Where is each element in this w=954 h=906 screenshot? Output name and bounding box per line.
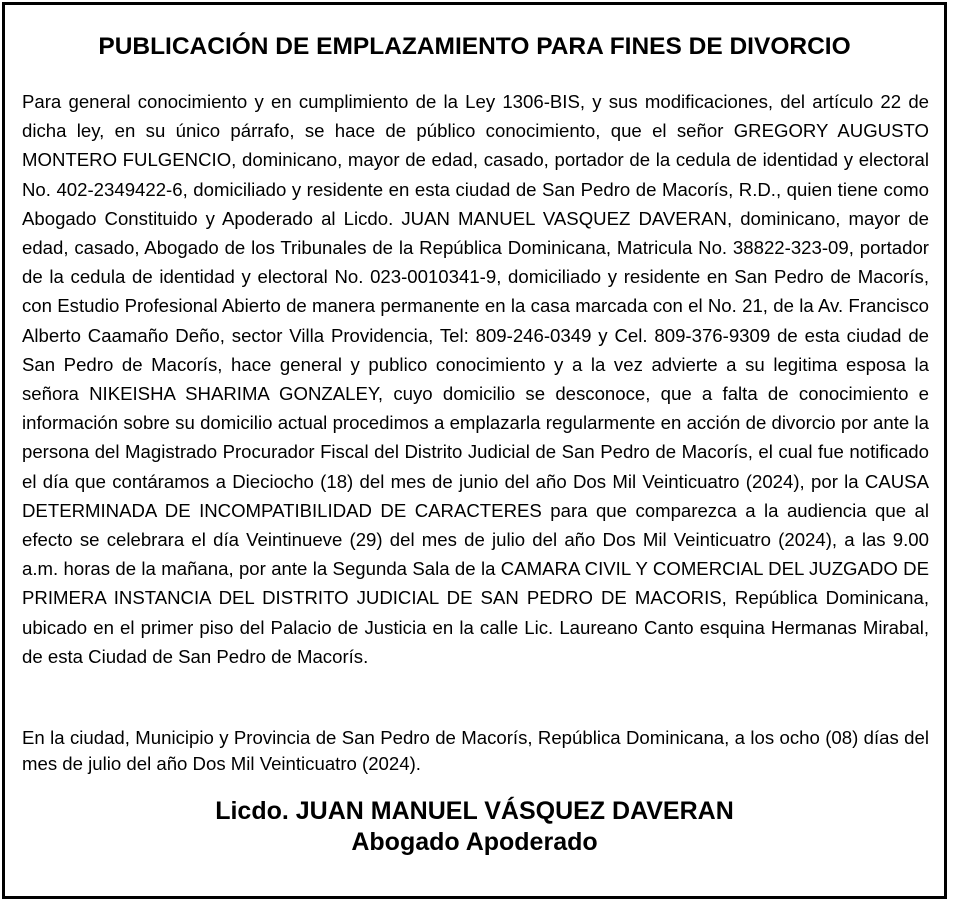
signature-block: [5, 796, 944, 858]
notice-body-paragraph: Para general conocimiento y en cumplimiento de la Ley 1306-BIS, y sus modificaciones, del artículo 22 de dicha ley, en su único párrafo, se hace de público conocimiento, que el señor GREGORY AUGUSTO MONTERO FULGENCIO, dominicano, mayor de edad, casado, portador de la cedula de identidad y electoral No. 402-2349422-6, domiciliado y residente en esta ciudad de San Pedro de Macorís, R.D., quien tiene como Abogado Constituido y Apoderado al Licdo. JUAN MANUEL VASQUEZ DAVERAN, dominicano, mayor de edad, casado, Abogado de los Tribunales de la República Dominicana, Matricula No. 38822-323-09, portador de la cedula de identidad y electoral No. 023-0010341-9, domiciliado y residente en San Pedro de Macorís, con Estudio Profesional Abierto de manera permanente en la casa marcada con el No. 21, de la Av. Francisco Alberto Caamaño Deño, sector Villa Providencia, Tel: 809-246-0349 y Cel. 809-376-9309 de esta ciudad de San Pedro de Macorís, hace general y publico conocimiento y a la vez advierte a su legitima esposa la señora NIKEISHA SHARIMA GONZALEY, cuyo domicilio se desconoce, que a falta de conocimiento e información sobre su domicilio actual procedimos a emplazarla regularmente en acción de divorcio por ante la persona del Magistrado Procurador Fiscal del Distrito Judicial de San Pedro de Macorís, el cual fue notificado el día que contáramos a Dieciocho (18) del mes de junio del año Dos Mil Veinticuatro (2024), por la CAUSA DETERMINADA DE INCOMPATIBILIDAD DE CARACTERES para que comparezca a la audiencia que al efecto se celebrara el día Veintinueve (29) del mes de julio del año Dos Mil Veinticuatro (2024), a las 9.00 a.m. horas de la mañana, por ante la Segunda Sala de la CAMARA CIVIL Y COMERCIAL DEL JUZGADO DE PRIMERA INSTANCIA DEL DISTRITO JUDICIAL DE SAN PEDRO DE MACORIS, República Dominicana, ubicado en el primer piso del Palacio de Justicia en la calle Lic. Laureano Canto esquina Hermanas Mirabal, de esta Ciudad de San Pedro de Macorís.: [22, 91, 929, 667]
signature-name: Licdo. JUAN MANUEL VÁSQUEZ DAVERAN: [215, 797, 734, 825]
signature-role: Abogado Apoderado: [351, 828, 598, 856]
notice-title: PUBLICACIÓN DE EMPLAZAMIENTO PARA FINES DE DIVORCIO: [98, 33, 851, 60]
legal-notice: [2, 2, 947, 899]
notice-date-paragraph: En la ciudad, Municipio y Provincia de San Pedro de Macorís, República Dominicana, a los ocho (08) días del mes de julio del año Dos Mil Veinticuatro (2024).: [22, 727, 929, 774]
